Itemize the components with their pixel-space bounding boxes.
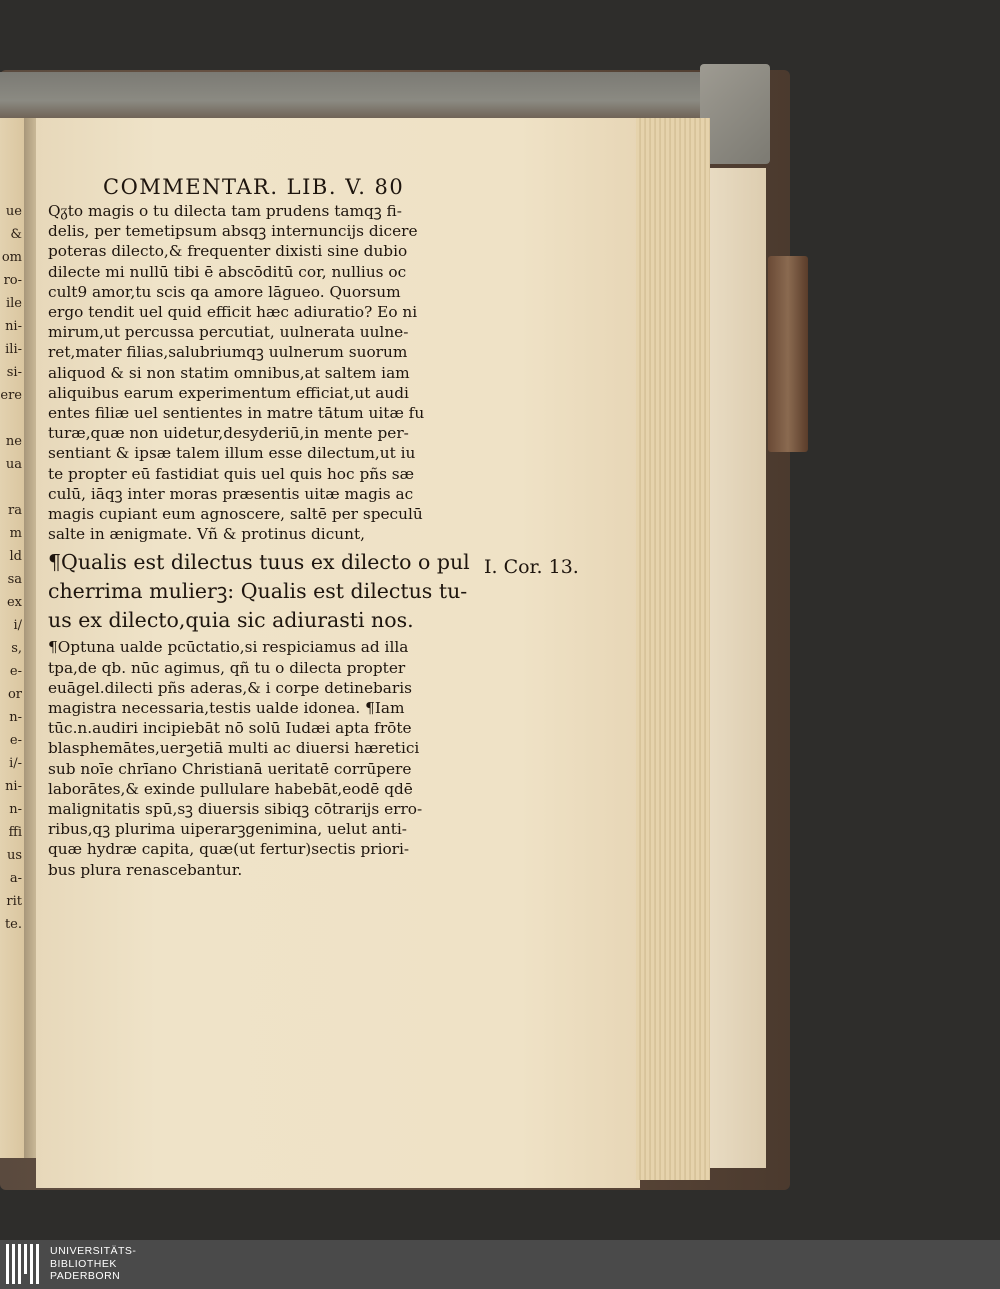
text-line: bus plura renascebantur. xyxy=(48,860,243,879)
text-line: cult9 amor,tu scis qa amore lāgueo. Quorsum xyxy=(48,282,401,301)
paragraph-1 xyxy=(48,201,488,544)
library-name-line-2: BIBLIOTHEK xyxy=(50,1257,117,1270)
text-line: tpa,de qb. nūc agimus, qñ tu o dilecta propter xyxy=(48,658,406,677)
text-line: euāgel.dilecti pñs aderas,& i corpe detinebaris xyxy=(48,678,412,697)
text-line: ¶Optuna ualde pcūctatio,si respiciamus ad illa xyxy=(48,638,409,657)
left-page-fragments xyxy=(0,200,22,980)
text-line: ribus,qꝫ plurima uiperarꝫgenimina, uelut anti- xyxy=(48,820,407,839)
left-page-fragment: si- xyxy=(6,365,22,380)
text-line: ergo tendit uel quid efficit hæc adiuratio? Eo ni xyxy=(48,303,418,322)
heading-line: us ex dilecto,quia sic adiurasti nos. xyxy=(48,608,414,633)
margin-note: I. Cor. 13. xyxy=(484,556,579,578)
running-head: COMMENTAR. LIB. V. 80 xyxy=(103,175,405,199)
text-line: malignitatis spū,sꝫ diuersis sibiqꝫ cōtrarijs erro- xyxy=(48,800,423,819)
left-page-fragment: us xyxy=(6,848,22,863)
heading-line: ¶Qualis est dilectus tuus ex dilecto o pul xyxy=(48,550,470,575)
left-page-fragment xyxy=(0,407,22,430)
library-name-line-3: PADERBORN xyxy=(50,1270,121,1282)
footer-bar xyxy=(0,1240,1000,1289)
left-page-fragment: i/ xyxy=(13,618,22,633)
left-page-fragment: e- xyxy=(9,733,22,748)
left-page-fragment: n- xyxy=(9,710,22,725)
text-line: te propter eū fastidiat quis uel quis hoc pñs sæ xyxy=(48,464,415,483)
text-line: dilecte mi nullū tibi ē abscōditū cor, nullius oc xyxy=(48,262,407,281)
left-page-fragment: i/- xyxy=(9,756,22,771)
text-line: laborātes,& exinde pullulare habebāt,eodē qdē xyxy=(48,779,413,798)
left-page-fragment: rit xyxy=(6,894,22,909)
text-line: tūc.n.audiri incipiebāt nō solū Iudæi apta frōte xyxy=(48,719,412,738)
left-page-fragment: ili- xyxy=(5,342,22,357)
left-page-fragment: ro- xyxy=(3,273,22,288)
left-page-fragment xyxy=(0,476,22,499)
text-line: magistra necessaria,testis ualde idonea. ¶Iam xyxy=(48,699,405,718)
left-page-fragment: ni- xyxy=(5,319,22,334)
left-page-fragment: n- xyxy=(9,802,22,817)
text-line: quæ hydræ capita, quæ(ut fertur)sectis priori- xyxy=(48,840,410,859)
library-logo-icon xyxy=(6,1244,44,1284)
heading-line: cherrima mulierꝫ: Qualis est dilectus tu- xyxy=(48,579,468,604)
text-line: aliquod & si non statim omnibus,at saltem iam xyxy=(48,363,410,382)
text-line: aliquibus earum experimentum efficiat,ut audi xyxy=(48,383,409,402)
left-page-fragment: ere xyxy=(0,388,22,403)
left-page-fragment: ra xyxy=(8,503,22,518)
left-page-fragment: ex xyxy=(6,595,22,610)
left-page-fragment: & xyxy=(10,227,22,242)
left-page-fragment: ffi xyxy=(8,825,22,840)
text-line: culū, iāqꝫ inter moras præsentis uitæ magis ac xyxy=(48,484,414,503)
text-line: ret,mater filias,salubriumqꝫ uulnerum suorum xyxy=(48,343,408,362)
paragraph-2 xyxy=(48,637,488,879)
left-page-fragment: s, xyxy=(11,641,22,656)
text-line: Qᵹto magis o tu dilecta tam prudens tamqꝫ fi- xyxy=(48,202,402,220)
text-line: sentiant & ipsæ talem illum esse dilectum,ut iu xyxy=(48,444,416,463)
left-page-fragment: ne xyxy=(5,434,22,449)
cover-corner-clasp xyxy=(700,64,770,164)
library-name xyxy=(50,1245,136,1283)
left-page-fragment: ni- xyxy=(5,779,22,794)
library-name-line-1: UNIVERSITÄTS- xyxy=(50,1245,137,1257)
left-page-fragment: ue xyxy=(5,204,22,219)
cover-top-edge xyxy=(0,72,770,120)
text-line: turæ,quæ non uidetur,desyderiū,in mente per- xyxy=(48,424,409,443)
text-line: entes filiæ uel sentientes in matre tātum uitæ fu xyxy=(48,404,425,423)
left-page-fragment: m xyxy=(9,526,22,541)
left-page-fragment: e- xyxy=(9,664,22,679)
paper-slip xyxy=(710,168,766,1168)
left-page-fragment: or xyxy=(7,687,22,702)
left-page-fragment: a- xyxy=(9,871,22,886)
left-page-fragment: sa xyxy=(7,572,22,587)
text-line: mirum,ut percussa percutiat, uulnerata uulne- xyxy=(48,323,409,342)
left-page-fragment: ile xyxy=(5,296,22,311)
text-line: poteras dilecto,& frequenter dixisti sine dubio xyxy=(48,242,408,261)
left-page-fragment: te. xyxy=(4,917,22,932)
left-page-fragment: ua xyxy=(5,457,22,472)
left-page-fragment: om xyxy=(1,250,22,265)
text-line: magis cupiant eum agnoscere, saltē per speculū xyxy=(48,505,423,524)
page-block-edges xyxy=(636,118,710,1180)
text-line: salte in ænigmate. Vñ & protinus dicunt, xyxy=(48,525,365,544)
text-line: sub noīe chrīano Christianā ueritatē corrūpere xyxy=(48,759,412,778)
leather-tab xyxy=(768,256,808,452)
verse-heading xyxy=(48,548,488,635)
text-line: blasphemātes,uerꝫetiā multi ac diuersi hæretici xyxy=(48,739,420,758)
left-page-fragment: ld xyxy=(9,549,22,564)
page-text xyxy=(48,175,488,880)
text-line: delis, per temetipsum absqꝫ internuncijs dicere xyxy=(48,222,418,241)
